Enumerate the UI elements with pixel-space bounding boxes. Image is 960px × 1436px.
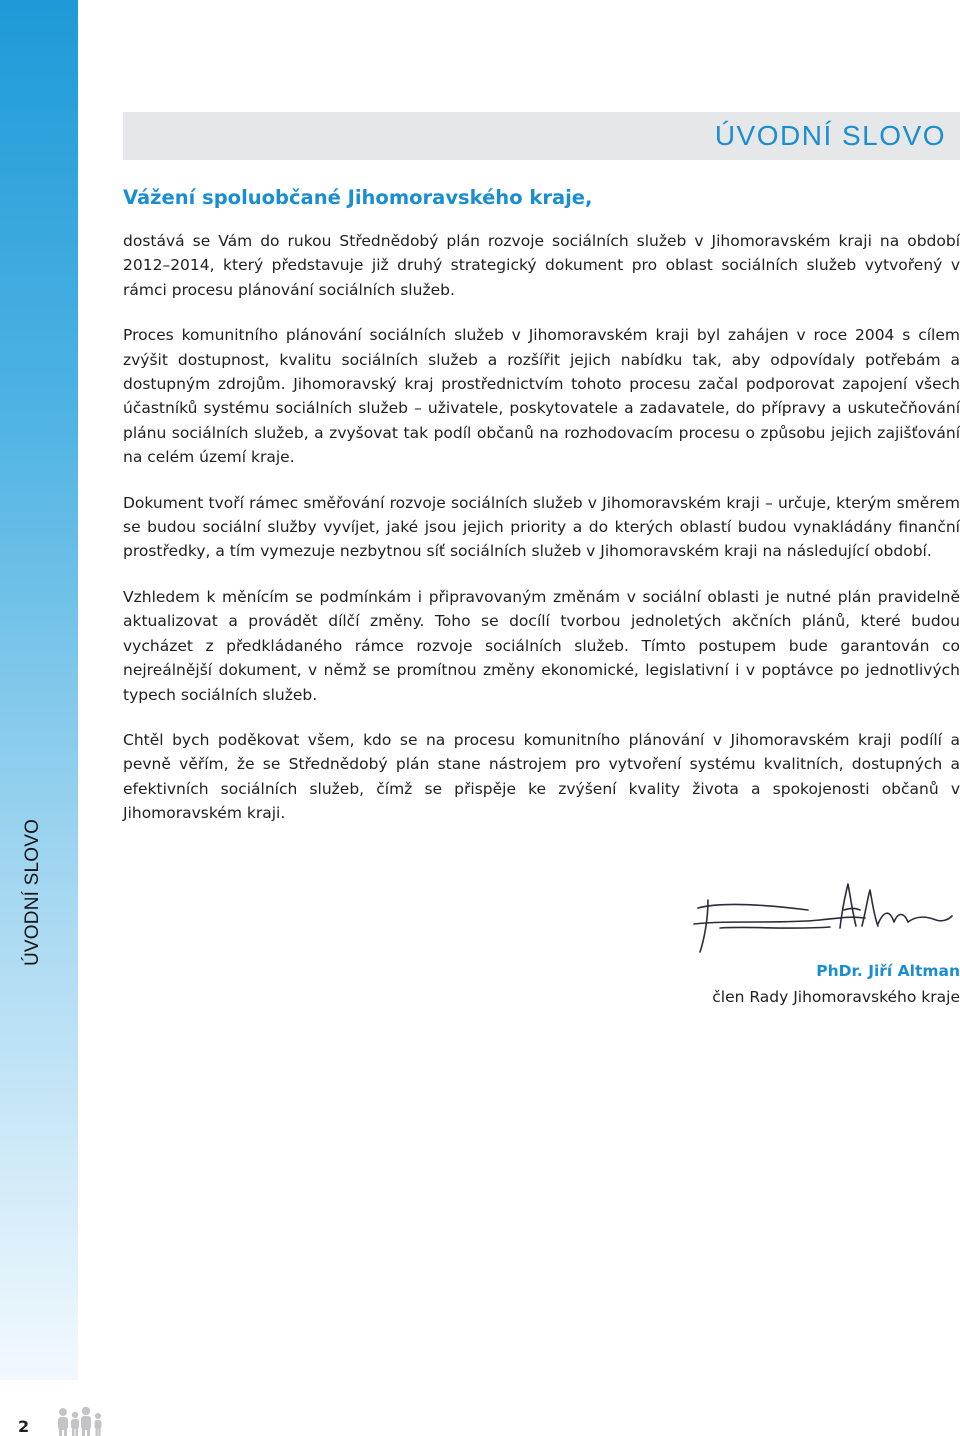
signature-block [690, 880, 960, 1020]
sidebar-section-label: ÚVODNÍ SLOVO [22, 818, 43, 966]
page-title: ÚVODNÍ SLOVO [714, 120, 946, 151]
people-group-icon [56, 1406, 104, 1436]
section-header [123, 112, 960, 160]
paragraph: dostává se Vám do rukou Střednědobý plán rozvoje sociálních služeb v Jihomoravském kraji na období 2012–2014, který představuje již druhý strategický dokument pro oblast sociálních služeb vytvořený v rámci procesu plánování sociálních služeb. [123, 232, 960, 299]
paragraph: Dokument tvoří rámec směřování rozvoje sociálních služeb v Jihomoravském kraji – určuje, kterým směrem se budou sociální služby vyvíjet, jaké jsou jejich priority a do kterých oblastí budou vynakládány finanční prostředky, a tím vymezuje nezbytnou síť sociálních služeb v Jihomoravském kraji na následující období. [123, 493, 960, 561]
paragraph: Proces komunitního plánování sociálních služeb v Jihomoravském kraji byl zahájen v roce 2004 s cílem zvýšit dostupnost, kvalitu sociálních služeb a rozšířit jejich nabídku tak, aby odpovídaly potřebám a dostupným zdrojům. Jihomoravský kraj prostřednictvím tohoto procesu začal podporovat zapojení všech účastníků systému sociálních služeb – uživatele, poskytovatele a zadavatele, do přípravy a uskutečňování plánu sociálních služeb, a zvyšovat tak podíl občanů na rozhodovacím procesu o způsobu jejich zajišťování na celém území kraje. [123, 326, 960, 467]
salutation-heading: Vážení spoluobčané Jihomoravského kraje, [123, 186, 593, 209]
paragraph: Chtěl bych poděkovat všem, kdo se na procesu komunitního plánování v Jihomoravském kraji podílí a pevně věřím, že se Střednědobý plán stane nástrojem pro vytvoření systému kvalitních, dostupných a efektivních sociálních služeb, čímž se přispěje ke zvýšení kvality života a spokojenosti občanů v Jihomoravském kraji. [123, 730, 960, 823]
handwritten-signature [690, 880, 955, 960]
sidebar-gradient [0, 0, 78, 1380]
letter-body [123, 229, 960, 826]
paragraph: Vzhledem k měnícím se podmínkám i připravovaným změnám v sociální oblasti je nutné plán pravidelně aktualizovat a provádět dílčí změny. Toho se docílí tvorbou jednoletých akčních plánů, které budou vycházet z předkládaného rámce rozvoje sociálních služeb. Tímto postupem bude garantován co nejreálnější dokument, v němž se promítnou změny ekonomické, legislativní i v poptávce po jednotlivých typech sociálních služeb. [123, 587, 960, 704]
page-number: 2 [18, 1417, 30, 1436]
signer-name: PhDr. Jiří Altman [816, 962, 960, 980]
signer-role: člen Rady Jihomoravského kraje [712, 988, 960, 1006]
